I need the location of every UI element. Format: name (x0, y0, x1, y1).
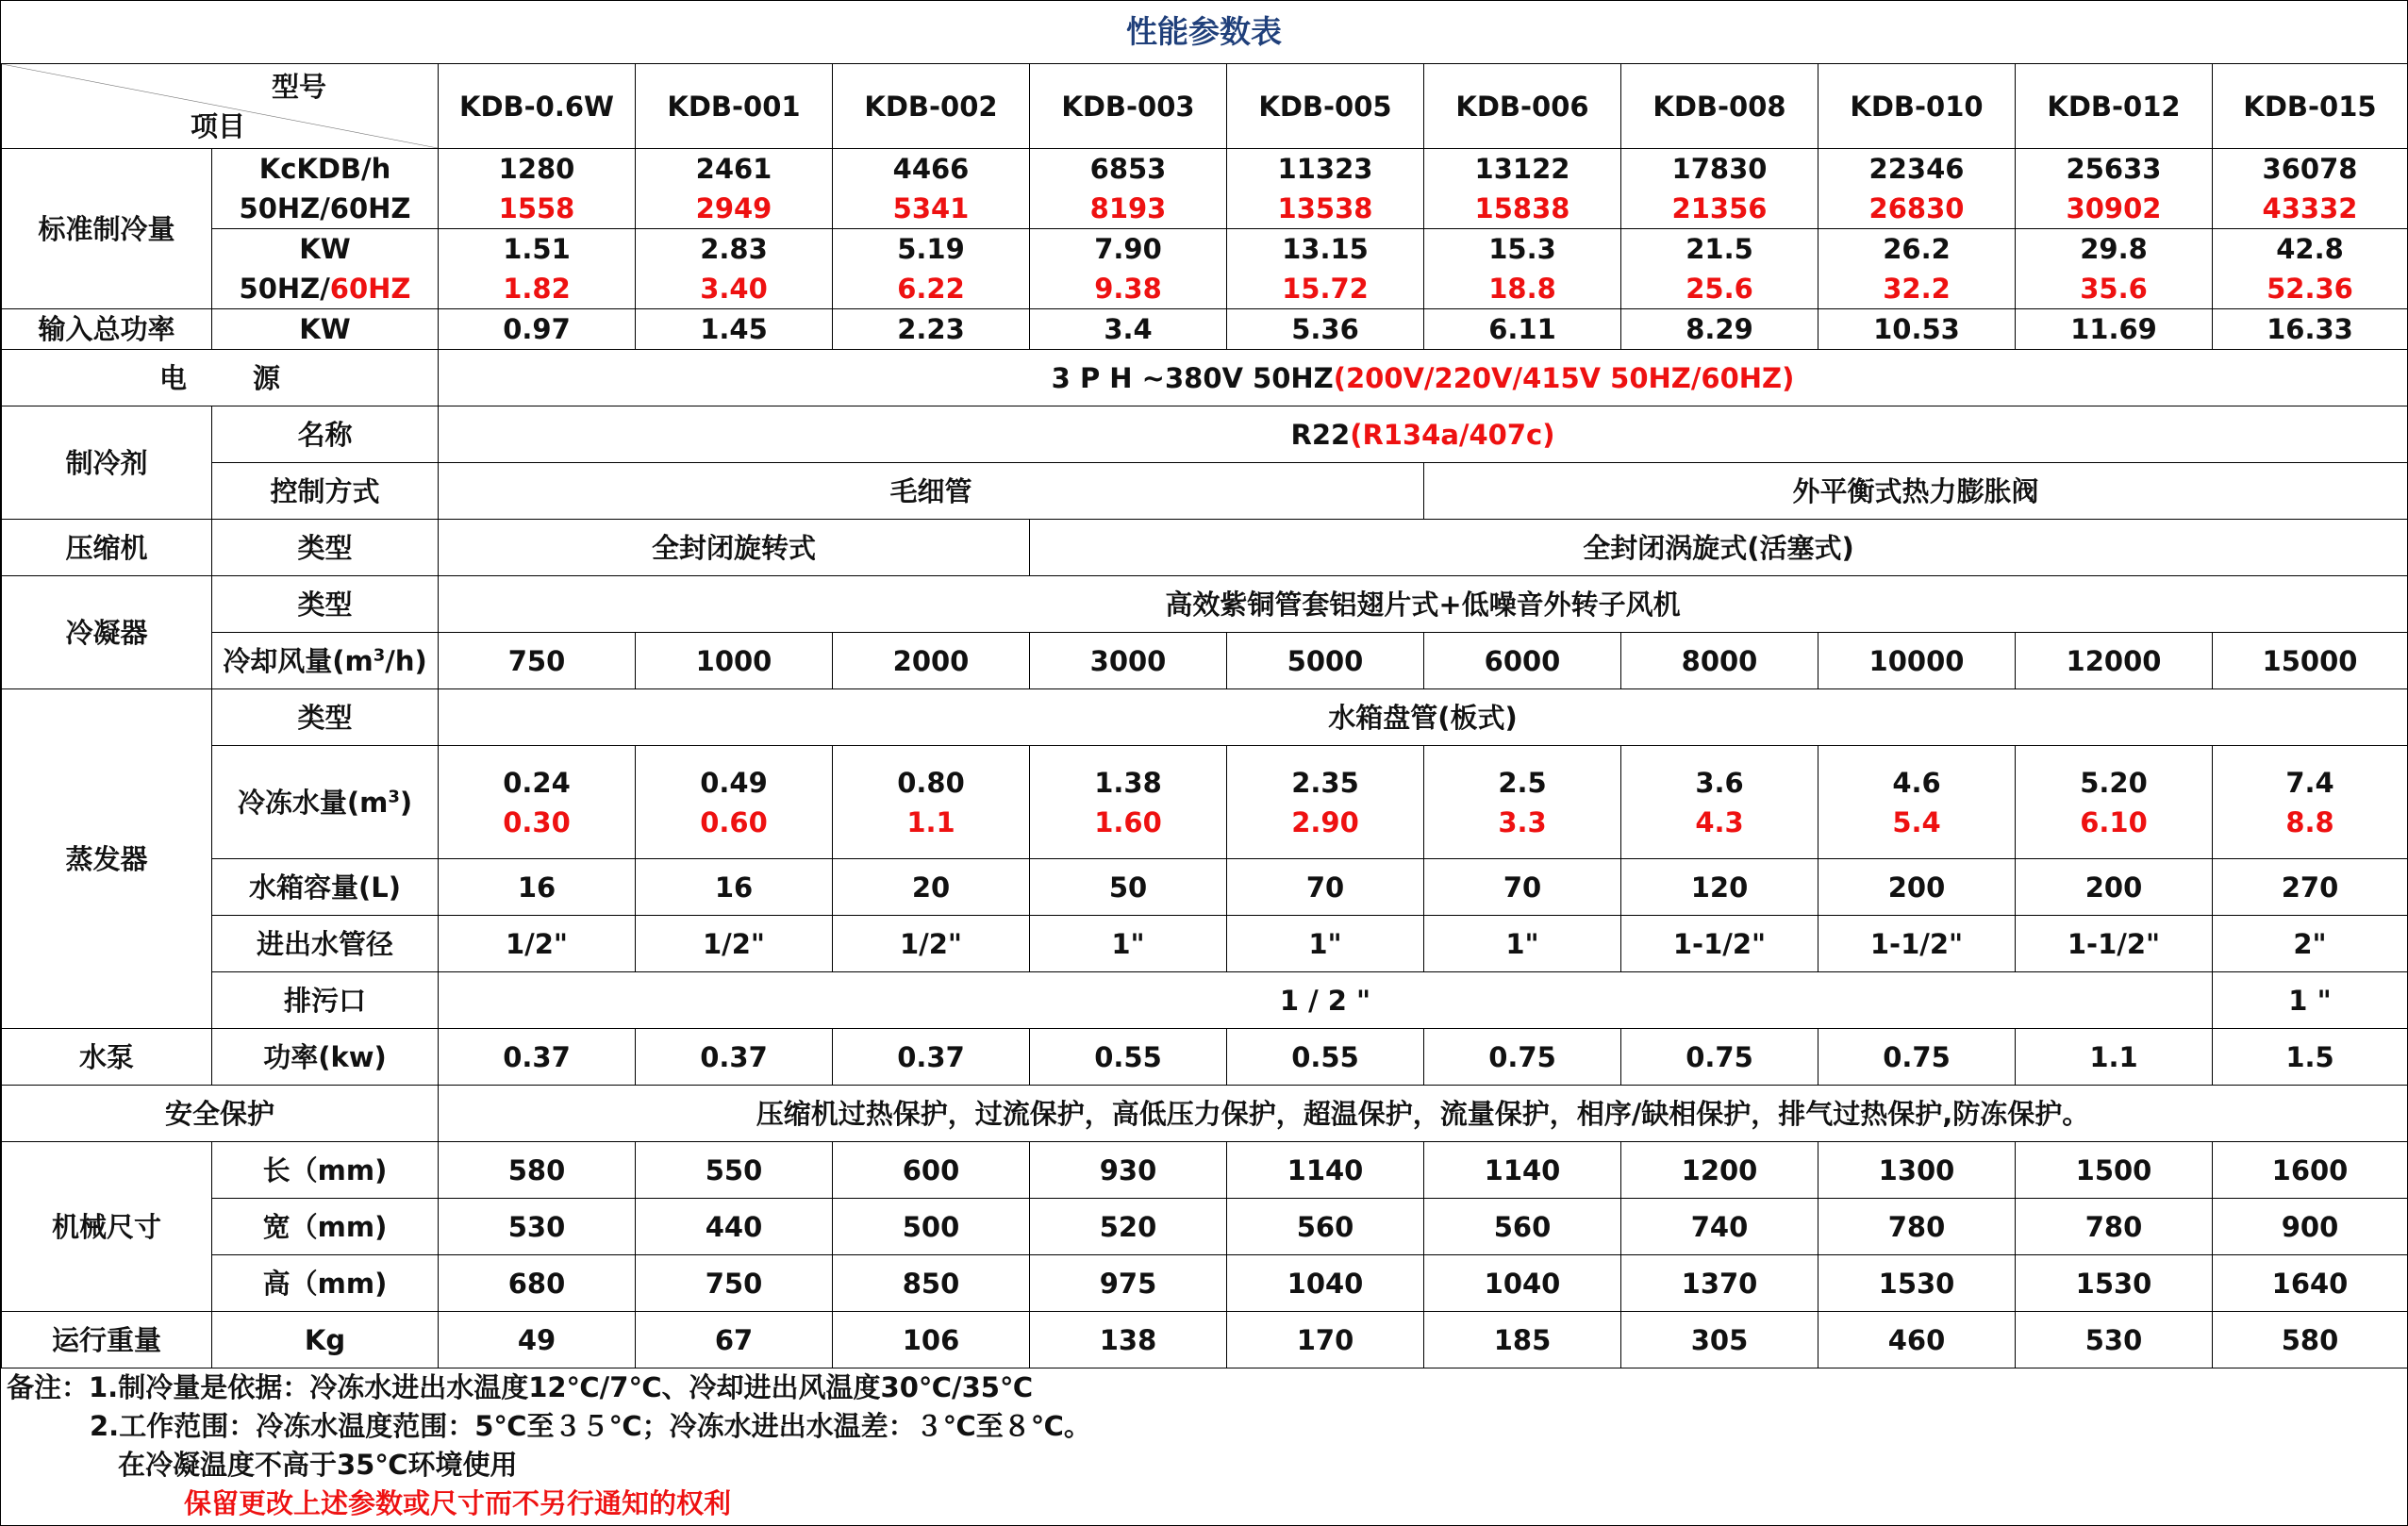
value-50hz: 17830 (1671, 153, 1768, 185)
value-50hz: 5.20 (2080, 766, 2148, 799)
condenser-air-row (2, 633, 2408, 689)
value-cell: 106 (833, 1312, 1030, 1368)
note-line: 在冷凝温度不高于35℃环境使用 (118, 1449, 518, 1481)
value-cell: 680 (439, 1255, 636, 1312)
value-50hz: 15.3 (1488, 233, 1556, 265)
weight-label: 运行重量 (2, 1312, 212, 1368)
value-60hz: 30902 (2066, 192, 2162, 224)
value-cell: 1" (1227, 916, 1424, 972)
value-50hz: 2.35 (1291, 766, 1359, 799)
value-cell: 120 (1621, 859, 1818, 916)
value-cell: 0.75 (1818, 1029, 2016, 1086)
value-cell: 1-1/2" (2016, 916, 2213, 972)
value-cell: 780 (2016, 1199, 2213, 1255)
value-cell: 10.53 (1818, 309, 2016, 350)
value-cell: 0.97 (439, 309, 636, 350)
page-title: 性能参数表 (1126, 13, 1282, 50)
width-row (2, 1199, 2408, 1255)
spec-table (1, 63, 2408, 1368)
condenser-type-row (2, 576, 2408, 633)
height-label: 高（mm) (212, 1255, 439, 1312)
input-power-row (2, 309, 2408, 350)
value-cell: 1-1/2" (1621, 916, 1818, 972)
input-power-unit: KW (212, 309, 439, 350)
value-cell: 0.37 (833, 1029, 1030, 1086)
value-cell: 5000 (1227, 633, 1424, 689)
evaporator-type-label: 类型 (212, 689, 439, 746)
dual-value-cell (1227, 229, 1424, 309)
value-cell: 70 (1227, 859, 1424, 916)
drain-row (2, 972, 2408, 1029)
height-row (2, 1255, 2408, 1312)
drain-value-small: 1 / 2 " (439, 972, 2213, 1029)
tank-capacity-row (2, 859, 2408, 916)
refrigerant-name-row (2, 406, 2408, 463)
dual-value-cell (636, 149, 833, 229)
evaporator-type-value: 水箱盘管(板式) (439, 689, 2408, 746)
value-cell: 2.23 (833, 309, 1030, 350)
value-50hz: 2461 (695, 153, 772, 185)
model-cell: KDB-008 (1621, 64, 1818, 149)
safety-value: 压缩机过热保护，过流保护，高低压力保护，超温保护，流量保护，相序/缺相保护，排气过热保护,防冻保护。 (439, 1086, 2408, 1142)
value-50hz: 7.4 (2285, 766, 2334, 799)
value-60hz: 4.3 (1695, 805, 1744, 838)
dual-value-cell (2213, 746, 2408, 859)
supply-main: 3 P H ~380V 50HZ (1051, 361, 1334, 394)
value-50hz: 11323 (1277, 153, 1373, 185)
value-60hz: 6.22 (897, 273, 965, 305)
value-cell: 440 (636, 1199, 833, 1255)
model-cell: KDB-015 (2213, 64, 2408, 149)
pump-group-label: 水泵 (2, 1029, 212, 1086)
value-60hz: 25.6 (1686, 273, 1753, 305)
superscript: 3 (388, 786, 400, 806)
safety-label: 安全保护 (2, 1086, 439, 1142)
value-50hz: 22346 (1868, 153, 1965, 185)
value-cell: 550 (636, 1142, 833, 1199)
value-cell: 600 (833, 1142, 1030, 1199)
value-cell: 16 (636, 859, 833, 916)
value-cell: 930 (1030, 1142, 1227, 1199)
value-60hz: 5341 (892, 192, 970, 224)
dual-value-cell (1030, 149, 1227, 229)
compressor-group-label: 压缩机 (2, 520, 212, 576)
value-cell: 200 (2016, 859, 2213, 916)
value-50hz: 26.2 (1883, 233, 1951, 265)
value-60hz: 52.36 (2267, 273, 2353, 305)
value-cell: 1000 (636, 633, 833, 689)
label-part: 冷冻水量(m (237, 786, 389, 819)
value-cell: 305 (1621, 1312, 1818, 1368)
value-cell: 580 (439, 1142, 636, 1199)
value-60hz: 21356 (1671, 192, 1768, 224)
compressor-row (2, 520, 2408, 576)
value-50hz: 6853 (1089, 153, 1167, 185)
value-cell: 3000 (1030, 633, 1227, 689)
value-cell: 1040 (1227, 1255, 1424, 1312)
model-cell: KDB-010 (1818, 64, 2016, 149)
value-50hz: 1.51 (503, 233, 571, 265)
model-cell: KDB-006 (1424, 64, 1621, 149)
cooling-group-label: 标准制冷量 (2, 149, 212, 309)
value-60hz: 26830 (1868, 192, 1965, 224)
value-cell: 200 (1818, 859, 2016, 916)
value-cell: 780 (1818, 1199, 2016, 1255)
refrigerant-control-label: 控制方式 (212, 463, 439, 520)
drain-label: 排污口 (212, 972, 439, 1029)
value-60hz: 3.40 (700, 273, 768, 305)
input-power-label: 输入总功率 (2, 309, 212, 350)
weight-row (2, 1312, 2408, 1368)
dual-value-cell (833, 149, 1030, 229)
value-cell: 15000 (2213, 633, 2408, 689)
dual-value-cell (1227, 746, 1424, 859)
refrigerant-main: R22 (1290, 418, 1351, 451)
refrigerant-alt: (R134a/407c) (1350, 418, 1555, 451)
value-cell: 1.1 (2016, 1029, 2213, 1086)
refrigerant-name-label: 名称 (212, 406, 439, 463)
value-cell: 0.55 (1227, 1029, 1424, 1086)
value-cell: 500 (833, 1199, 1030, 1255)
notes-block (7, 1368, 1091, 1523)
value-cell: 1370 (1621, 1255, 1818, 1312)
dual-value-cell (833, 746, 1030, 859)
value-50hz: 21.5 (1686, 233, 1753, 265)
value-60hz: 1.60 (1094, 805, 1162, 838)
compressor-type-label: 类型 (212, 520, 439, 576)
label-part: 冷却风量(m (223, 644, 374, 677)
weight-unit: Kg (212, 1312, 439, 1368)
value-cell: 5.36 (1227, 309, 1424, 350)
value-cell: 70 (1424, 859, 1621, 916)
value-cell: 530 (2016, 1312, 2213, 1368)
dual-value-cell (2016, 229, 2213, 309)
value-cell: 740 (1621, 1199, 1818, 1255)
chilled-water-row (2, 746, 2408, 859)
value-50hz: 13.15 (1282, 233, 1369, 265)
value-cell: 1/2" (833, 916, 1030, 972)
value-cell: 10000 (1818, 633, 2016, 689)
evaporator-group-label: 蒸发器 (2, 689, 212, 1029)
value-cell: 67 (636, 1312, 833, 1368)
value-cell: 20 (833, 859, 1030, 916)
value-cell: 6000 (1424, 633, 1621, 689)
label-part: 源 (253, 361, 281, 394)
value-60hz: 3.3 (1498, 805, 1547, 838)
pipe-diameter-row (2, 916, 2408, 972)
dual-value-cell (1818, 149, 2016, 229)
note-line: 2.工作范围：冷冻水温度范围：5℃至３５℃；冷冻水进出水温差：３℃至８℃。 (90, 1410, 1091, 1442)
value-cell: 270 (2213, 859, 2408, 916)
value-cell: 1040 (1424, 1255, 1621, 1312)
model-header-row (2, 64, 2408, 149)
value-cell: 0.75 (1424, 1029, 1621, 1086)
refrigerant-group-label: 制冷剂 (2, 406, 212, 520)
value-cell: 1600 (2213, 1142, 2408, 1199)
value-50hz: 5.19 (897, 233, 965, 265)
control-expansion-valve: 外平衡式热力膨胀阀 (1424, 463, 2408, 520)
value-50hz: 2.83 (700, 233, 768, 265)
value-cell: 0.55 (1030, 1029, 1227, 1086)
value-cell: 0.75 (1621, 1029, 1818, 1086)
power-supply-value (439, 350, 2408, 406)
value-cell: 0.37 (439, 1029, 636, 1086)
model-cell: KDB-003 (1030, 64, 1227, 149)
chilled-water-label (212, 746, 439, 859)
value-50hz: 42.8 (2276, 233, 2344, 265)
value-50hz: 4466 (892, 153, 970, 185)
cooling-kcal-row (2, 149, 2408, 229)
value-60hz: 15838 (1474, 192, 1570, 224)
unit-line: KW (299, 233, 351, 265)
value-60hz: 1.1 (906, 805, 955, 838)
value-cell: 2" (2213, 916, 2408, 972)
header-diagonal-cell (2, 64, 439, 149)
refrigerant-name-value (439, 406, 2408, 463)
unit-line: 50HZ/60HZ (239, 192, 411, 224)
value-cell: 11.69 (2016, 309, 2213, 350)
control-capillary: 毛细管 (439, 463, 1424, 520)
cooling-kw-unit (212, 229, 439, 309)
condenser-air-label (212, 633, 439, 689)
dual-value-cell (1621, 746, 1818, 859)
dual-value-cell (439, 229, 636, 309)
value-60hz: 43332 (2262, 192, 2358, 224)
dual-value-cell (636, 229, 833, 309)
condenser-group-label: 冷凝器 (2, 576, 212, 689)
value-50hz: 0.80 (897, 766, 965, 799)
condenser-type-value: 高效紫铜管套铝翅片式+低噪音外转子风机 (439, 576, 2408, 633)
value-cell: 580 (2213, 1312, 2408, 1368)
model-cell: KDB-012 (2016, 64, 2213, 149)
cooling-kw-row (2, 229, 2408, 309)
unit-60hz: 60HZ (329, 273, 411, 305)
value-cell: 1140 (1424, 1142, 1621, 1199)
value-60hz: 8193 (1089, 192, 1167, 224)
value-50hz: 1.38 (1094, 766, 1162, 799)
value-cell: 138 (1030, 1312, 1227, 1368)
value-cell: 750 (439, 633, 636, 689)
dual-value-cell (439, 746, 636, 859)
value-cell: 1/2" (636, 916, 833, 972)
value-cell: 975 (1030, 1255, 1227, 1312)
value-60hz: 8.8 (2285, 805, 2334, 838)
length-label: 长（mm) (212, 1142, 439, 1199)
width-label: 宽（mm) (212, 1199, 439, 1255)
value-cell: 900 (2213, 1199, 2408, 1255)
dual-value-cell (1424, 149, 1621, 229)
unit-50hz: 50HZ/ (239, 273, 330, 305)
unit-line (212, 269, 438, 308)
pump-row (2, 1029, 2408, 1086)
value-50hz: 0.49 (700, 766, 768, 799)
tank-capacity-label: 水箱容量(L) (212, 859, 439, 916)
value-60hz: 5.4 (1892, 805, 1941, 838)
dual-value-cell (1424, 746, 1621, 859)
value-cell: 49 (439, 1312, 636, 1368)
value-60hz: 6.10 (2080, 805, 2148, 838)
value-60hz: 1558 (498, 192, 575, 224)
power-supply-row (2, 350, 2408, 406)
label-part: 电 (158, 361, 187, 394)
value-60hz: 2.90 (1291, 805, 1359, 838)
power-supply-label (2, 350, 439, 406)
dimensions-group-label: 机械尺寸 (2, 1142, 212, 1312)
condenser-type-label: 类型 (212, 576, 439, 633)
dual-value-cell (1621, 149, 1818, 229)
value-cell: 1" (1030, 916, 1227, 972)
dual-value-cell (636, 746, 833, 859)
value-cell: 1.45 (636, 309, 833, 350)
value-cell: 1/2" (439, 916, 636, 972)
value-cell: 750 (636, 1255, 833, 1312)
value-cell: 560 (1227, 1199, 1424, 1255)
dual-value-cell (833, 229, 1030, 309)
dual-value-cell (1030, 229, 1227, 309)
value-cell: 1300 (1818, 1142, 2016, 1199)
value-cell: 50 (1030, 859, 1227, 916)
value-cell: 560 (1424, 1199, 1621, 1255)
value-cell: 6.11 (1424, 309, 1621, 350)
compressor-rotary: 全封闭旋转式 (439, 520, 1030, 576)
value-cell: 460 (1818, 1312, 2016, 1368)
value-60hz: 0.60 (700, 805, 768, 838)
length-row (2, 1142, 2408, 1199)
label-part: ) (399, 786, 413, 819)
value-cell: 170 (1227, 1312, 1424, 1368)
value-50hz: 36078 (2262, 153, 2358, 185)
evaporator-type-row (2, 689, 2408, 746)
value-cell: 0.37 (636, 1029, 833, 1086)
value-50hz: 3.6 (1695, 766, 1744, 799)
value-cell: 1140 (1227, 1142, 1424, 1199)
item-label: 项目 (191, 110, 246, 142)
value-60hz: 9.38 (1094, 273, 1162, 305)
value-50hz: 29.8 (2080, 233, 2148, 265)
supply-alt: (200V/220V/415V 50HZ/60HZ) (1333, 361, 1795, 394)
pump-power-label: 功率(kw) (212, 1029, 439, 1086)
value-50hz: 7.90 (1094, 233, 1162, 265)
value-cell: 1-1/2" (1818, 916, 2016, 972)
compressor-scroll: 全封闭涡旋式(活塞式) (1030, 520, 2408, 576)
value-60hz: 18.8 (1488, 273, 1556, 305)
value-50hz: 2.5 (1498, 766, 1547, 799)
dual-value-cell (1424, 229, 1621, 309)
refrigerant-control-row (2, 463, 2408, 520)
dual-value-cell (2213, 149, 2408, 229)
value-cell: 8000 (1621, 633, 1818, 689)
dual-value-cell (439, 149, 636, 229)
value-cell: 1" (1424, 916, 1621, 972)
safety-row (2, 1086, 2408, 1142)
dual-value-cell (1818, 229, 2016, 309)
value-60hz: 2949 (695, 192, 772, 224)
superscript: 3 (373, 644, 386, 665)
value-cell: 1640 (2213, 1255, 2408, 1312)
value-cell: 1500 (2016, 1142, 2213, 1199)
value-60hz: 32.2 (1883, 273, 1951, 305)
dual-value-cell (1621, 229, 1818, 309)
value-cell: 1530 (1818, 1255, 2016, 1312)
dual-value-cell (2213, 229, 2408, 309)
value-50hz: 1280 (498, 153, 575, 185)
model-cell: KDB-0.6W (439, 64, 636, 149)
cooling-kcal-unit (212, 149, 439, 229)
dual-value-cell (1227, 149, 1424, 229)
value-cell: 8.29 (1621, 309, 1818, 350)
value-cell: 1530 (2016, 1255, 2213, 1312)
value-60hz: 35.6 (2080, 273, 2148, 305)
value-cell: 520 (1030, 1199, 1227, 1255)
dual-value-cell (1818, 746, 2016, 859)
model-cell: KDB-005 (1227, 64, 1424, 149)
value-60hz: 1.82 (503, 273, 571, 305)
value-cell: 3.4 (1030, 309, 1227, 350)
value-cell: 16.33 (2213, 309, 2408, 350)
unit-line: KcKDB/h (258, 153, 391, 185)
value-60hz: 0.30 (503, 805, 571, 838)
value-50hz: 25633 (2066, 153, 2162, 185)
value-cell: 185 (1424, 1312, 1621, 1368)
dual-value-cell (2016, 149, 2213, 229)
value-cell: 2000 (833, 633, 1030, 689)
value-50hz: 4.6 (1892, 766, 1941, 799)
model-cell: KDB-001 (636, 64, 833, 149)
value-cell: 12000 (2016, 633, 2213, 689)
value-cell: 1200 (1621, 1142, 1818, 1199)
value-cell: 850 (833, 1255, 1030, 1312)
model-cell: KDB-002 (833, 64, 1030, 149)
drain-value-large: 1 " (2213, 972, 2408, 1029)
value-cell: 1.5 (2213, 1029, 2408, 1086)
dual-value-cell (1030, 746, 1227, 859)
value-60hz: 15.72 (1282, 273, 1369, 305)
value-cell: 16 (439, 859, 636, 916)
value-60hz: 13538 (1277, 192, 1373, 224)
note-line: 备注：1.制冷量是依据：冷冻水进出水温度12℃/7℃、冷却进出风温度30℃/35℃ (7, 1371, 1034, 1403)
value-50hz: 13122 (1474, 153, 1570, 185)
disclaimer-line: 保留更改上述参数或尺寸而不另行通知的权利 (184, 1487, 732, 1519)
value-50hz: 0.24 (503, 766, 571, 799)
value-cell: 530 (439, 1199, 636, 1255)
dual-value-cell (2016, 746, 2213, 859)
label-part: /h) (385, 644, 427, 677)
model-label: 型号 (271, 71, 326, 103)
pipe-diameter-label: 进出水管径 (212, 916, 439, 972)
